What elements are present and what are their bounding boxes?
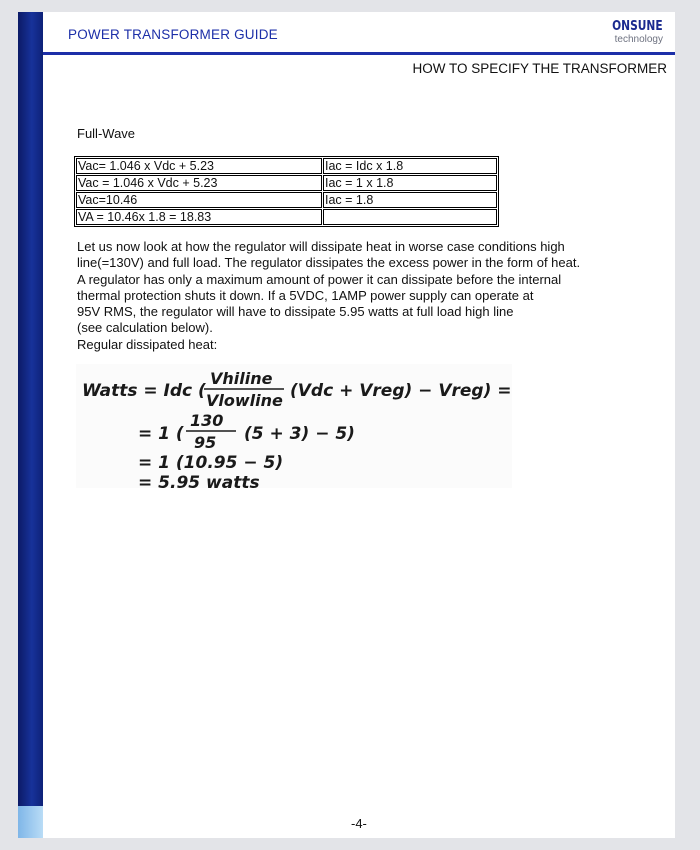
formula-line3: = 1 (10.95 − 5) (138, 453, 284, 473)
table-row (76, 209, 497, 225)
brand-name: ONSUNE (612, 19, 663, 34)
formula-rhs: (Vdc + Vreg) − Vreg) = (290, 381, 512, 401)
page-spine-accent (18, 806, 43, 838)
formula-image (76, 364, 512, 488)
document-page (18, 12, 675, 838)
formula-line4: = 5.95 watts (138, 473, 260, 488)
table-cell: Vac=10.46 (76, 192, 322, 208)
table-cell: Vac = 1.046 x Vdc + 5.23 (76, 175, 322, 191)
header-title: POWER TRANSFORMER GUIDE (68, 27, 278, 42)
table-row (76, 175, 497, 191)
table-cell: Vac= 1.046 x Vdc + 5.23 (76, 158, 322, 174)
paragraph-line: 95V RMS, the regulator will have to dissipate 5.95 watts at full load high line (77, 304, 514, 320)
table-cell: Iac = 1.8 (323, 192, 497, 208)
table-row (76, 158, 497, 174)
formula-numerator: Vhiline (210, 369, 273, 388)
fullwave-label: Full-Wave (77, 126, 136, 141)
paragraph-line: Let us now look at how the regulator will dissipate heat in worse case conditions high (77, 239, 565, 254)
table-cell: Iac = 1 x 1.8 (323, 175, 497, 191)
section-title: HOW TO SPECIFY THE TRANSFORMER (412, 61, 667, 76)
formula-lhs: Watts = Idc ( (82, 381, 206, 401)
formula-graphic (76, 364, 512, 488)
spec-table (74, 156, 499, 227)
paragraph-line: Regular dissipated heat: (77, 336, 218, 352)
body-paragraph (77, 239, 637, 353)
formula-line2-rhs: (5 + 3) − 5) (244, 424, 355, 444)
table-row (76, 192, 497, 208)
page-number: -4- (351, 816, 367, 831)
table-cell: Iac = Idc x 1.8 (323, 158, 497, 174)
paragraph-line: line(=130V) and full load. The regulator dissipates the excess power in the form of heat. (77, 255, 581, 271)
formula-line2-prefix: = 1 ( (138, 424, 184, 444)
formula-line2-numerator: 130 (190, 411, 224, 430)
paragraph-line: (see calculation below). (77, 320, 213, 336)
table-cell (323, 209, 497, 225)
paragraph-line: A regulator has only a maximum amount of power it can dissipate before the internal (77, 271, 562, 287)
formula-denominator: Vlowline (206, 391, 283, 410)
brand-logo (601, 20, 663, 46)
brand-subtitle: technology (614, 34, 663, 45)
formula-line2-denominator: 95 (194, 433, 217, 452)
table-cell: VA = 10.46x 1.8 = 18.83 (76, 209, 322, 225)
paragraph-line: thermal protection shuts it down. If a 5VDC, 1AMP power supply can operate at (77, 287, 534, 303)
header-divider (43, 52, 675, 55)
page-spine (18, 12, 43, 838)
